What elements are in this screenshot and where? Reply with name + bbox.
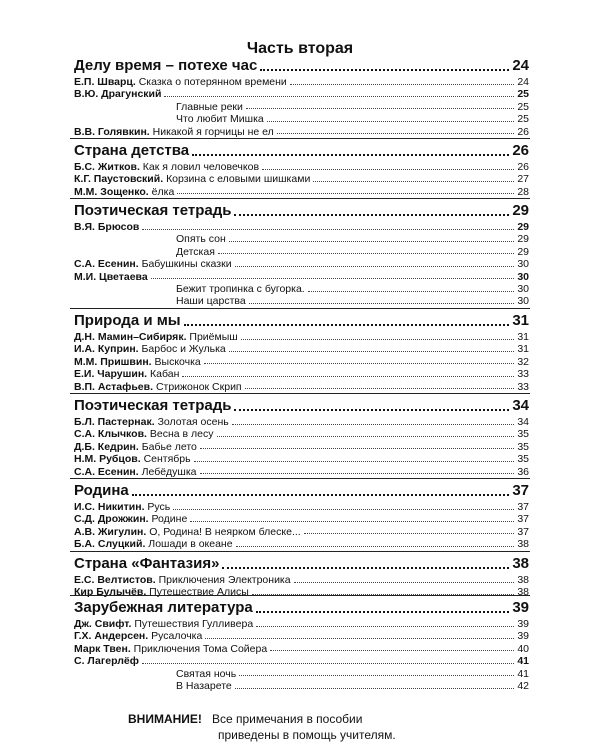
toc-entry bbox=[74, 467, 529, 478]
entry-author: М.М. Пришвин. bbox=[74, 355, 152, 368]
section-title: Поэтическая тетрадь bbox=[74, 397, 232, 414]
section-heading bbox=[74, 483, 529, 498]
entry-page-number: 32 bbox=[517, 355, 529, 368]
entry-work-title: Приключения Электроника bbox=[158, 574, 291, 586]
entry-work-title: О, Родина! В неярком блеске... bbox=[149, 525, 301, 538]
section-page-number: 39 bbox=[512, 599, 529, 616]
section-title: Страна детства bbox=[74, 142, 190, 159]
entry-text bbox=[176, 114, 264, 125]
dot-leader bbox=[173, 508, 514, 510]
dot-leader bbox=[234, 213, 509, 216]
dot-leader bbox=[246, 107, 514, 109]
entry-page-number: 37 bbox=[517, 525, 529, 538]
entry-page-number: 31 bbox=[517, 331, 529, 343]
toc-entry bbox=[74, 162, 529, 173]
toc-entry bbox=[74, 502, 529, 513]
toc-entry bbox=[74, 575, 529, 586]
dot-leader bbox=[267, 120, 515, 122]
toc-entry bbox=[74, 417, 529, 428]
dot-leader bbox=[270, 649, 514, 651]
toc-entry bbox=[74, 631, 529, 642]
section-heading bbox=[74, 313, 529, 328]
dot-leader bbox=[194, 460, 515, 462]
toc-entry bbox=[74, 357, 529, 368]
entry-text bbox=[74, 162, 259, 173]
dot-leader bbox=[245, 387, 515, 389]
toc-entry bbox=[74, 344, 529, 355]
entry-work-title: Наши царства bbox=[176, 295, 246, 308]
entry-work-title: ёлка bbox=[151, 185, 175, 198]
entry-page-number: 29 bbox=[517, 221, 529, 233]
toc-entry bbox=[74, 89, 529, 100]
note-text-2: приведены в помощь учителям. bbox=[218, 728, 396, 742]
entry-page-number: 30 bbox=[517, 283, 529, 295]
entry-page-number: 38 bbox=[517, 574, 529, 586]
entry-author: Е.П. Шварц. bbox=[74, 76, 136, 88]
entry-work-title: Выскочка bbox=[154, 355, 201, 368]
entry-text bbox=[74, 454, 191, 465]
dot-leader bbox=[235, 687, 515, 689]
toc-entry bbox=[74, 442, 529, 453]
entry-text bbox=[74, 442, 197, 453]
section-page-number: 37 bbox=[512, 482, 529, 499]
entry-page-number: 31 bbox=[517, 343, 529, 356]
dot-leader bbox=[229, 350, 515, 352]
entry-author: Кир Булычёв. bbox=[74, 586, 147, 599]
entry-author: Г.Х. Андерсен. bbox=[74, 630, 149, 643]
entry-author: М.М. Зощенко. bbox=[74, 185, 149, 198]
dot-leader bbox=[294, 581, 515, 583]
section-page-number: 26 bbox=[512, 142, 529, 159]
entry-author: С.А. Клычков. bbox=[74, 428, 147, 441]
dot-leader bbox=[235, 265, 515, 267]
section-divider bbox=[70, 198, 530, 199]
entry-page-number: 38 bbox=[517, 586, 529, 599]
entry-text bbox=[74, 77, 287, 88]
toc-entry bbox=[74, 272, 529, 283]
dot-leader bbox=[200, 447, 514, 449]
entry-text bbox=[74, 587, 249, 598]
entry-page-number: 38 bbox=[517, 538, 529, 551]
section-heading bbox=[74, 203, 529, 218]
entry-author: Марк Твен. bbox=[74, 642, 131, 655]
section-divider bbox=[70, 551, 530, 552]
section-page-number: 38 bbox=[512, 555, 529, 572]
toc-entry bbox=[74, 429, 529, 440]
entry-work-title: Золотая осень bbox=[157, 416, 229, 428]
entry-text bbox=[74, 259, 232, 270]
entry-page-number: 37 bbox=[517, 501, 529, 513]
entry-page-number: 30 bbox=[517, 258, 529, 271]
entry-work-title: Опять сон bbox=[176, 233, 226, 246]
entry-author: Н.М. Рубцов. bbox=[74, 453, 141, 466]
entry-page-number: 35 bbox=[517, 453, 529, 466]
entry-work-title: Сентябрь bbox=[143, 453, 191, 466]
entry-text bbox=[74, 575, 291, 586]
toc-entry bbox=[74, 77, 529, 88]
dot-leader bbox=[239, 674, 514, 676]
toc-entry bbox=[176, 681, 529, 692]
entry-text bbox=[74, 222, 139, 233]
entry-page-number: 25 bbox=[517, 113, 529, 126]
entry-text bbox=[74, 417, 229, 428]
entry-page-number: 39 bbox=[517, 630, 529, 643]
entry-text bbox=[74, 539, 233, 550]
entry-text bbox=[74, 631, 202, 642]
entry-page-number: 35 bbox=[517, 428, 529, 441]
entry-text bbox=[74, 357, 201, 368]
dot-leader bbox=[234, 408, 509, 411]
note-line-1 bbox=[128, 713, 362, 725]
toc-entry bbox=[74, 514, 529, 525]
entry-text bbox=[74, 332, 238, 343]
entry-work-title: Бежит тропинка с бугорка. bbox=[176, 283, 305, 295]
entry-page-number: 41 bbox=[517, 667, 529, 680]
toc-entry bbox=[176, 296, 529, 307]
entry-work-title: Родине bbox=[151, 513, 188, 526]
entry-author: М.И. Цветаева bbox=[74, 270, 148, 283]
entry-text bbox=[176, 681, 232, 692]
entry-text bbox=[176, 669, 236, 680]
dot-leader bbox=[222, 566, 509, 569]
entry-work-title: Путешествие Алисы bbox=[149, 586, 249, 599]
entry-author: Б.А. Слуцкий. bbox=[74, 538, 146, 551]
section-title: Природа и мы bbox=[74, 312, 181, 329]
toc-entry bbox=[176, 102, 529, 113]
note-line-2 bbox=[218, 729, 396, 741]
entry-work-title: Лошади в океане bbox=[148, 538, 233, 551]
entry-author: С.А. Есенин. bbox=[74, 258, 139, 271]
section-page-number: 34 bbox=[512, 397, 529, 414]
entry-author: К.Г. Паустовский. bbox=[74, 173, 164, 186]
entry-text bbox=[74, 272, 148, 283]
dot-leader bbox=[142, 662, 514, 664]
entry-author: Е.И. Чарушин. bbox=[74, 368, 148, 381]
entry-author: В.Ю. Драгунский bbox=[74, 88, 162, 101]
entry-work-title: Кабан bbox=[150, 368, 180, 381]
dot-leader bbox=[142, 228, 514, 230]
entry-text bbox=[176, 247, 215, 258]
toc-entry bbox=[74, 187, 529, 198]
entry-author: Б.С. Житков. bbox=[74, 161, 140, 173]
entry-page-number: 24 bbox=[517, 76, 529, 88]
toc-entry bbox=[74, 174, 529, 185]
entry-text bbox=[74, 619, 253, 630]
section-page-number: 24 bbox=[512, 57, 529, 74]
dot-leader bbox=[200, 472, 515, 474]
toc-entry bbox=[74, 656, 529, 667]
entry-text bbox=[74, 174, 310, 185]
dot-leader bbox=[192, 153, 509, 156]
entry-text bbox=[74, 369, 179, 380]
entry-text bbox=[74, 187, 174, 198]
entry-author: В.Я. Брюсов bbox=[74, 221, 140, 233]
dot-leader bbox=[182, 375, 514, 377]
section-divider bbox=[70, 478, 530, 479]
entry-page-number: 39 bbox=[517, 618, 529, 630]
dot-leader bbox=[132, 493, 510, 496]
entry-text bbox=[74, 382, 242, 393]
entry-work-title: Что любит Мишка bbox=[176, 113, 264, 126]
entry-work-title: Главные реки bbox=[176, 100, 243, 113]
entry-work-title: В Назарете bbox=[176, 680, 232, 692]
dot-leader bbox=[313, 180, 514, 182]
section-title: Родина bbox=[74, 482, 129, 499]
entry-page-number: 29 bbox=[517, 233, 529, 246]
entry-page-number: 28 bbox=[517, 185, 529, 198]
entry-page-number: 33 bbox=[517, 380, 529, 393]
entry-work-title: Лебёдушка bbox=[141, 465, 197, 478]
entry-author: И.А. Куприн. bbox=[74, 343, 139, 356]
entry-page-number: 25 bbox=[517, 100, 529, 113]
toc-entry bbox=[74, 587, 529, 598]
entry-page-number: 42 bbox=[517, 680, 529, 692]
entry-work-title: Детская bbox=[176, 245, 215, 258]
toc-entry bbox=[74, 619, 529, 630]
section-title: Страна «Фантазия» bbox=[74, 555, 220, 572]
section-heading bbox=[74, 143, 529, 158]
page-title: Часть вторая bbox=[246, 40, 354, 57]
entry-work-title: Бабье лето bbox=[141, 440, 197, 453]
dot-leader bbox=[241, 338, 515, 340]
toc-entry bbox=[74, 644, 529, 655]
toc-entry bbox=[176, 247, 529, 258]
entry-author: С.Д. Дрожжин. bbox=[74, 513, 149, 526]
entry-page-number: 29 bbox=[517, 245, 529, 258]
dot-leader bbox=[308, 290, 515, 292]
section-title: Зарубежная литература bbox=[74, 599, 253, 616]
toc-entry bbox=[74, 127, 529, 138]
entry-page-number: 37 bbox=[517, 513, 529, 526]
entry-text bbox=[74, 644, 267, 655]
toc-entry bbox=[74, 332, 529, 343]
dot-leader bbox=[164, 95, 514, 97]
entry-page-number: 30 bbox=[517, 270, 529, 283]
section-heading bbox=[74, 556, 529, 571]
entry-author: С. Лагерлёф bbox=[74, 655, 139, 668]
entry-text bbox=[74, 127, 274, 138]
entry-page-number: 26 bbox=[517, 125, 529, 138]
toc-entry bbox=[176, 234, 529, 245]
toc-entry bbox=[74, 222, 529, 233]
entry-text bbox=[74, 656, 139, 667]
toc-entry bbox=[176, 669, 529, 680]
toc-entry bbox=[74, 454, 529, 465]
entry-page-number: 41 bbox=[517, 655, 529, 668]
entry-author: Д.Н. Мамин–Сибиряк. bbox=[74, 331, 187, 343]
dot-leader bbox=[277, 132, 515, 134]
entry-work-title: Бабушкины сказки bbox=[141, 258, 232, 271]
toc-entry bbox=[176, 284, 529, 295]
entry-author: Б.Л. Пастернак. bbox=[74, 416, 155, 428]
section-title: Поэтическая тетрадь bbox=[74, 202, 232, 219]
entry-work-title: Барбос и Жулька bbox=[141, 343, 226, 356]
entry-work-title: Стрижонок Скрип bbox=[155, 380, 242, 393]
entry-text bbox=[74, 344, 226, 355]
entry-page-number: 25 bbox=[517, 88, 529, 101]
dot-leader bbox=[256, 625, 514, 627]
note-label: ВНИМАНИЕ! bbox=[128, 712, 202, 726]
entry-work-title: Путешествия Гулливера bbox=[134, 618, 254, 630]
toc-entry bbox=[74, 382, 529, 393]
section-divider bbox=[70, 393, 530, 394]
entry-work-title: Русь bbox=[147, 501, 171, 513]
entry-page-number: 27 bbox=[517, 173, 529, 186]
toc-entry bbox=[74, 259, 529, 270]
entry-page-number: 40 bbox=[517, 642, 529, 655]
dot-leader bbox=[229, 240, 515, 242]
entry-author: В.В. Голявкин. bbox=[74, 125, 150, 138]
entry-author: В.П. Астафьев. bbox=[74, 380, 154, 393]
dot-leader bbox=[184, 323, 510, 326]
entry-work-title: Как я ловил человечков bbox=[142, 161, 260, 173]
entry-text bbox=[74, 429, 214, 440]
entry-page-number: 33 bbox=[517, 368, 529, 381]
section-heading bbox=[74, 600, 529, 615]
dot-leader bbox=[290, 83, 515, 85]
section-page-number: 31 bbox=[512, 312, 529, 329]
entry-text bbox=[74, 514, 187, 525]
entry-page-number: 30 bbox=[517, 295, 529, 308]
entry-work-title: Приключения Тома Сойера bbox=[133, 642, 268, 655]
entry-work-title: Русалочка bbox=[151, 630, 203, 643]
section-page-number: 29 bbox=[512, 202, 529, 219]
toc-entry bbox=[74, 527, 529, 538]
toc-entry bbox=[74, 369, 529, 380]
entry-text bbox=[176, 102, 243, 113]
toc-entry bbox=[176, 114, 529, 125]
dot-leader bbox=[205, 637, 514, 639]
dot-leader bbox=[232, 423, 515, 425]
entry-author: С.А. Есенин. bbox=[74, 465, 139, 478]
section-title: Делу время – потехе час bbox=[74, 57, 258, 74]
entry-text bbox=[74, 502, 170, 513]
dot-leader bbox=[304, 532, 515, 534]
entry-work-title: Никакой я горчицы не ел bbox=[152, 125, 274, 138]
dot-leader bbox=[204, 362, 515, 364]
dot-leader bbox=[262, 168, 514, 170]
note-text-1: Все примечания в пособии bbox=[211, 712, 363, 726]
dot-leader bbox=[249, 302, 515, 304]
entry-work-title: Приёмыш bbox=[189, 331, 238, 343]
section-heading bbox=[74, 398, 529, 413]
section-divider bbox=[70, 595, 530, 596]
entry-page-number: 35 bbox=[517, 440, 529, 453]
entry-author: Д.Б. Кедрин. bbox=[74, 440, 139, 453]
dot-leader bbox=[217, 435, 515, 437]
entry-work-title: Святая ночь bbox=[176, 667, 237, 680]
entry-page-number: 34 bbox=[517, 416, 529, 428]
entry-author: Дж. Свифт. bbox=[74, 618, 132, 630]
dot-leader bbox=[218, 252, 514, 254]
entry-text bbox=[74, 89, 161, 100]
entry-author: И.С. Никитин. bbox=[74, 501, 145, 513]
entry-text bbox=[74, 527, 301, 538]
entry-text bbox=[176, 234, 226, 245]
entry-text bbox=[176, 296, 246, 307]
entry-work-title: Сказка о потерянном времени bbox=[138, 76, 287, 88]
dot-leader bbox=[151, 277, 515, 279]
dot-leader bbox=[256, 610, 510, 613]
entry-author: А.В. Жигулин. bbox=[74, 525, 147, 538]
entry-author: Е.С. Велтистов. bbox=[74, 574, 156, 586]
entry-work-title: Корзина с еловыми шишками bbox=[166, 173, 311, 186]
section-divider bbox=[70, 138, 530, 139]
dot-leader bbox=[190, 520, 514, 522]
entry-page-number: 36 bbox=[517, 465, 529, 478]
toc-entry bbox=[74, 539, 529, 550]
dot-leader bbox=[236, 545, 515, 547]
entry-page-number: 26 bbox=[517, 161, 529, 173]
entry-text bbox=[176, 284, 305, 295]
entry-text bbox=[74, 467, 197, 478]
section-heading bbox=[74, 58, 529, 73]
dot-leader bbox=[177, 192, 514, 194]
section-divider bbox=[70, 308, 530, 309]
dot-leader bbox=[260, 68, 509, 71]
entry-work-title: Весна в лесу bbox=[149, 428, 214, 441]
